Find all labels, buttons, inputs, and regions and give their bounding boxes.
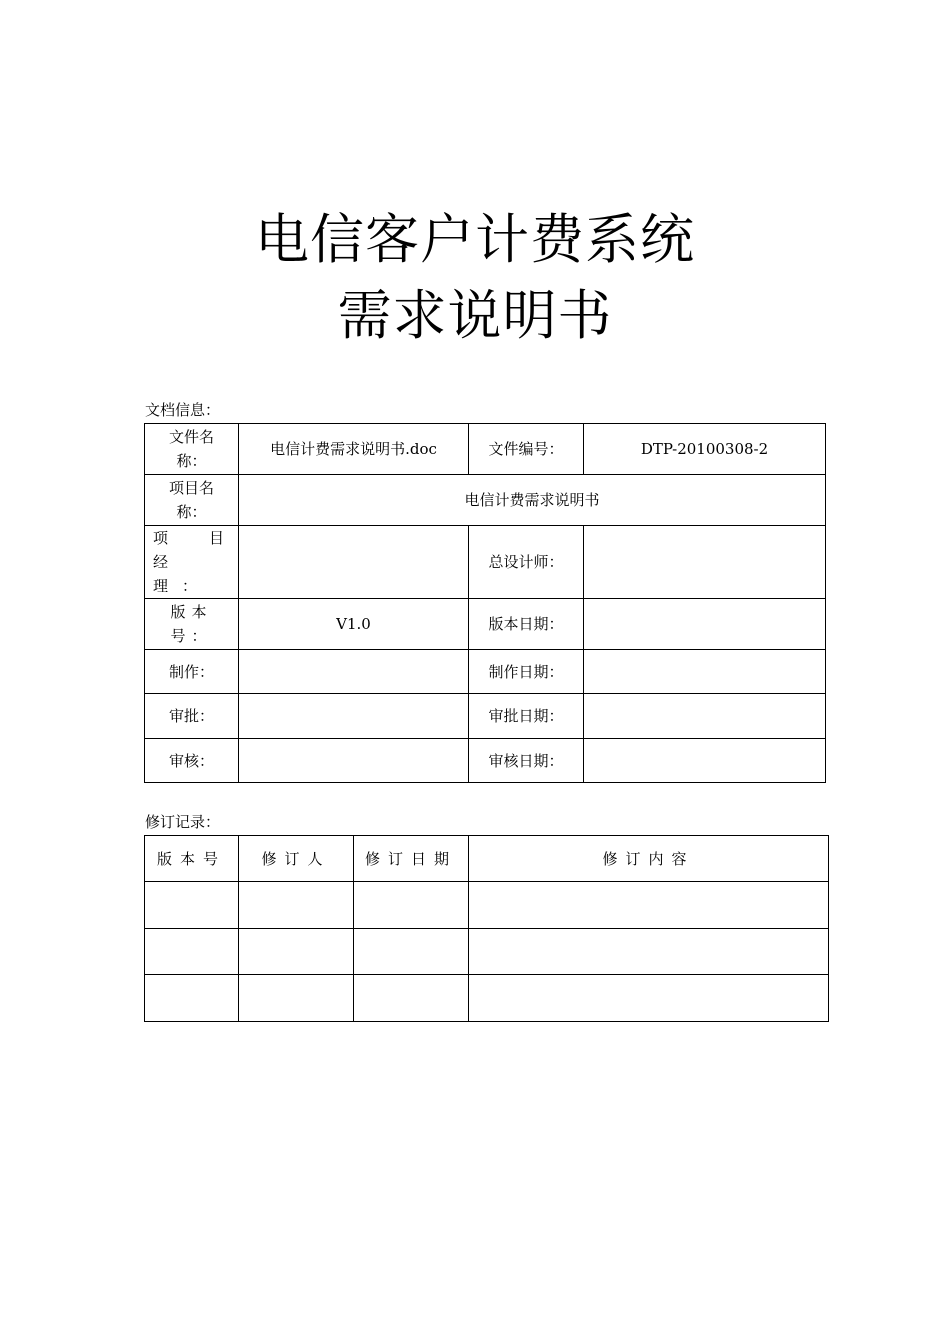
table-row (145, 975, 829, 1022)
revision-reviser-cell (239, 882, 354, 929)
doc-info-label: 文档信息： (145, 401, 221, 419)
revision-content-cell (469, 975, 829, 1022)
review-label: 审核： (145, 739, 239, 783)
doc-info-row-approval (145, 694, 826, 739)
author-value (239, 650, 469, 694)
project-name-value: 电信计费需求说明书 (239, 475, 826, 526)
revision-reviser-cell (239, 975, 354, 1022)
version-date-label: 版本日期： (469, 599, 584, 650)
revision-content-cell (469, 882, 829, 929)
approval-label: 审批： (145, 694, 239, 739)
table-row (145, 882, 829, 929)
approval-value (239, 694, 469, 739)
revision-version-cell (145, 975, 239, 1022)
version-number-value: V1.0 (239, 599, 469, 650)
approval-date-label: 审批日期： (469, 694, 584, 739)
doc-info-row-file-name (145, 424, 826, 475)
revision-header-content: 修订内容 (469, 836, 829, 882)
project-manager-label: 项目经理： (145, 526, 239, 599)
project-manager-value (239, 526, 469, 599)
revision-header-date: 修订日期 (354, 836, 469, 882)
revision-date-cell (354, 929, 469, 975)
review-value (239, 739, 469, 783)
revision-version-cell (145, 929, 239, 975)
doc-info-row-version (145, 599, 826, 650)
version-date-value (584, 599, 826, 650)
review-date-value (584, 739, 826, 783)
project-name-label: 项目名称： (145, 475, 239, 526)
revision-header-row (145, 836, 829, 882)
revision-record-label: 修订记录： (145, 813, 221, 831)
revision-date-cell (354, 882, 469, 929)
author-date-label: 制作日期： (469, 650, 584, 694)
revision-content-cell (469, 929, 829, 975)
version-number-label: 版本号： (145, 599, 239, 650)
revision-record-table (144, 835, 829, 1022)
revision-version-cell (145, 882, 239, 929)
chief-designer-label: 总设计师： (469, 526, 584, 599)
doc-info-row-project-name (145, 475, 826, 526)
file-number-label: 文件编号： (469, 424, 584, 475)
review-date-label: 审核日期： (469, 739, 584, 783)
table-row (145, 929, 829, 975)
document-title-line-1: 电信客户计费系统 (255, 208, 695, 271)
revision-header-reviser: 修订人 (239, 836, 354, 882)
file-name-label: 文件名称： (145, 424, 239, 475)
revision-date-cell (354, 975, 469, 1022)
file-number-value: DTP-20100308-2 (584, 424, 826, 475)
file-name-value: 电信计费需求说明书.doc (239, 424, 469, 475)
revision-header-version: 版本号 (145, 836, 239, 882)
author-date-value (584, 650, 826, 694)
author-label: 制作： (145, 650, 239, 694)
chief-designer-value (584, 526, 826, 599)
doc-info-table (144, 423, 826, 783)
doc-info-row-review (145, 739, 826, 783)
revision-reviser-cell (239, 929, 354, 975)
document-title-line-2: 需求说明书 (337, 284, 613, 347)
doc-info-row-author (145, 650, 826, 694)
approval-date-value (584, 694, 826, 739)
doc-info-row-project-manager (145, 526, 826, 599)
